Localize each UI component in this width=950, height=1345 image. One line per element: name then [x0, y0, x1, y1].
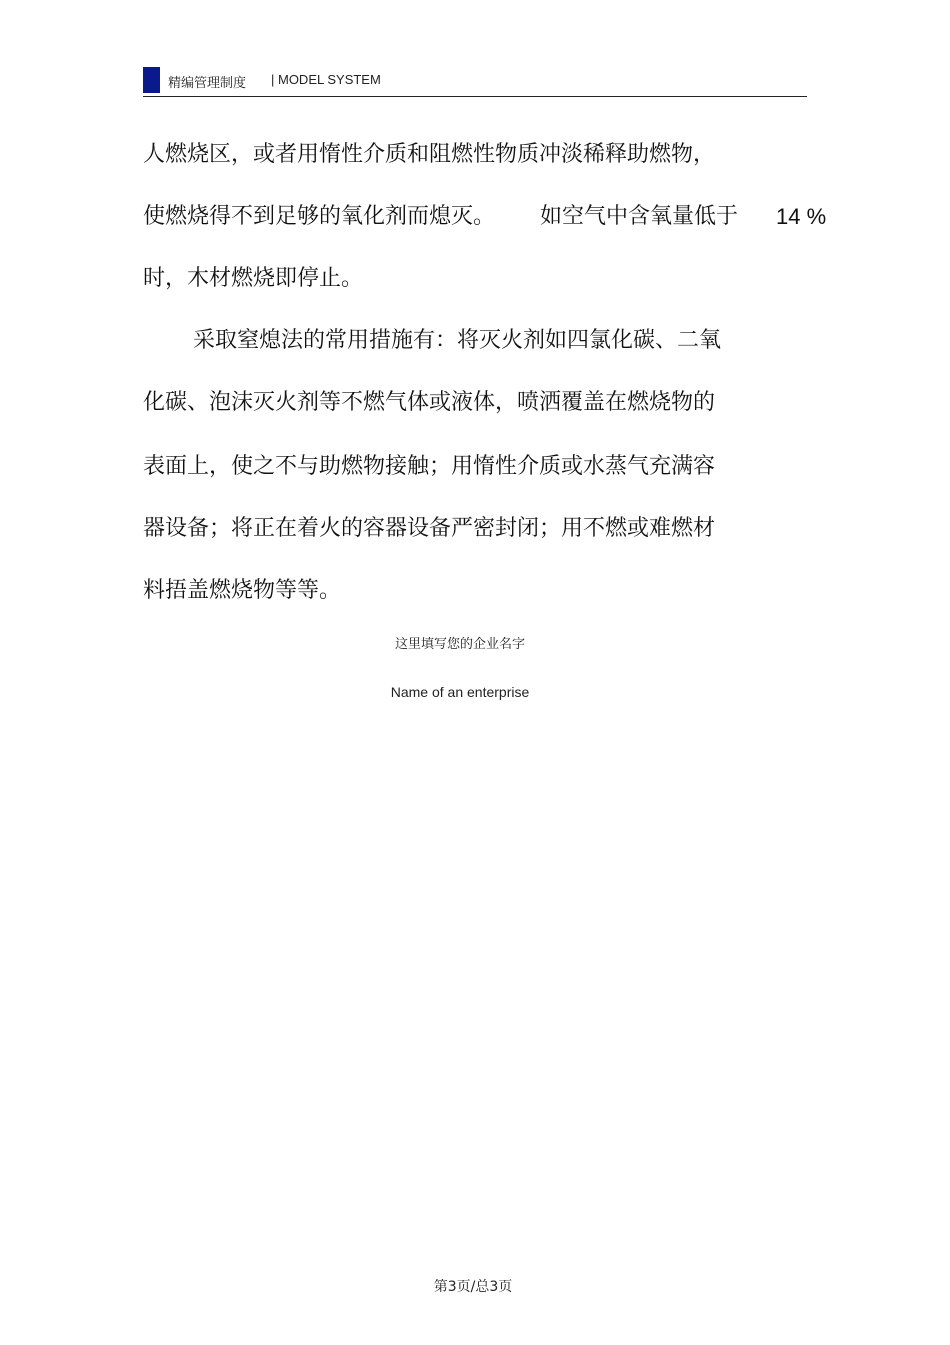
company-name-en: Name of an enterprise [390, 684, 530, 700]
header-title-en: | MODEL SYSTEM [271, 72, 381, 87]
body-line-4: 采取窒熄法的常用措施有：将灭火剂如四氯化碳、二氧 [193, 328, 722, 353]
body-line-3: 时，木材燃烧即停止。 [143, 266, 364, 291]
page-header [143, 66, 807, 97]
body-line-2c: 14 % [776, 204, 827, 229]
logo-icon [143, 67, 160, 93]
page-number: 第3页/总3页 [433, 1279, 513, 1295]
body-line-8: 料捂盖燃烧物等等。 [143, 578, 342, 603]
body-line-7: 器设备；将正在着火的容器设备严密封闭；用不燃或难燃材 [143, 516, 716, 541]
header-title-cn: 精编管理制度 [168, 76, 247, 91]
company-name-cn: 这里填写您的企业名字 [394, 637, 525, 652]
body-line-5: 化碳、泡沫灭火剂等不燃气体或液体，喷洒覆盖在燃烧物的 [143, 390, 716, 415]
body-line-6: 表面上，使之不与助燃物接触；用惰性介质或水蒸气充满容 [143, 454, 716, 479]
body-line-2a: 使燃烧得不到足够的氧化剂而熄灭。 [143, 204, 496, 229]
body-line-1: 人燃烧区，或者用惰性介质和阻燃性物质冲淡稀释助燃物， [143, 142, 716, 167]
body-line-2b: 如空气中含氧量低于 [540, 204, 739, 229]
